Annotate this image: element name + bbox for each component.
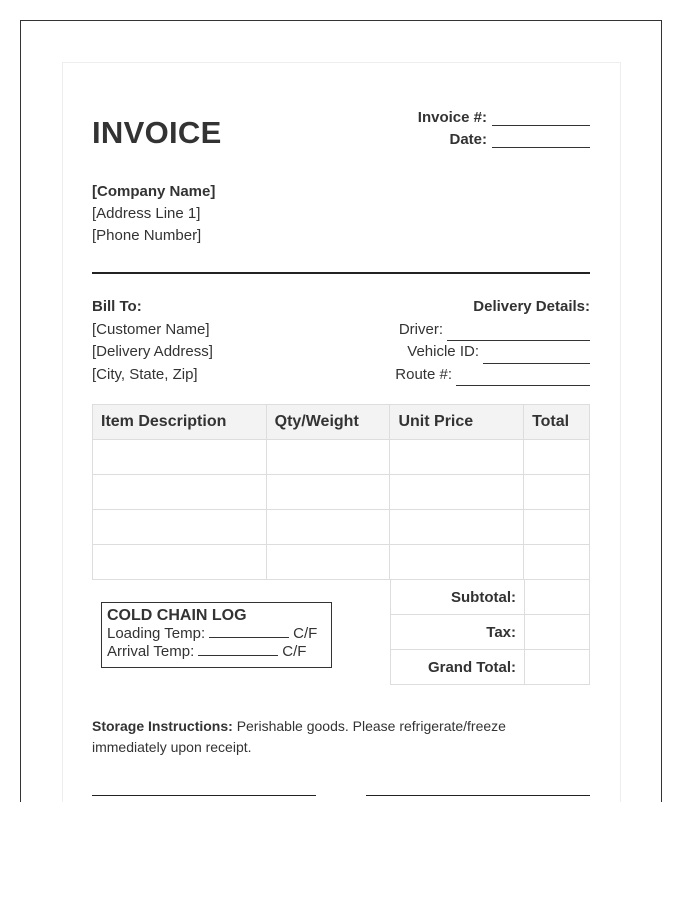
vehicle-id-field[interactable] (483, 349, 590, 364)
vehicle-label: Vehicle ID: (407, 343, 479, 360)
city-state-zip: [City, State, Zip] (92, 365, 198, 383)
company-phone: [Phone Number] (92, 227, 202, 244)
arrival-temp-label: Arrival Temp: (107, 643, 195, 660)
table-row (93, 475, 590, 510)
table-cell[interactable] (390, 510, 524, 545)
loading-temp-row (107, 625, 326, 643)
route-row (395, 364, 590, 387)
table-row (93, 545, 590, 580)
invoice-number-field[interactable] (492, 112, 590, 126)
signature-line-left[interactable] (92, 795, 316, 796)
header-item-description: Item Description (93, 405, 267, 440)
storage-text: Perishable goods. Please refrigerate/freeze immediately upon receipt. (92, 718, 506, 755)
company-address: [Address Line 1] (92, 205, 201, 222)
tax-row (391, 615, 590, 650)
table-cell[interactable] (390, 545, 524, 580)
table-cell[interactable] (390, 440, 524, 475)
table-cell[interactable] (524, 475, 590, 510)
table-cell[interactable] (93, 510, 267, 545)
table-row (93, 440, 590, 475)
company-name: [Company Name] (92, 183, 216, 200)
customer-name: [Customer Name] (92, 320, 210, 338)
totals-table (390, 579, 590, 685)
storage-label: Storage Instructions: (92, 718, 233, 734)
cold-chain-log (101, 602, 332, 668)
invoice-number-label: Invoice #: (417, 109, 487, 126)
invoice-number-row (418, 109, 590, 126)
delivery-details-heading: Delivery Details: (473, 298, 590, 315)
table-cell[interactable] (266, 510, 390, 545)
storage-instructions (92, 716, 552, 758)
table-row (93, 510, 590, 545)
subtotal-row (391, 580, 590, 615)
cold-chain-heading: COLD CHAIN LOG (107, 607, 247, 624)
header-total: Total (524, 405, 590, 440)
loading-temp-field[interactable] (209, 625, 289, 638)
tax-value[interactable] (525, 615, 590, 650)
arrival-temp-unit: C/F (282, 643, 307, 660)
invoice-title: INVOICE (92, 115, 222, 150)
table-cell[interactable] (390, 475, 524, 510)
route-field[interactable] (456, 371, 590, 386)
table-cell[interactable] (93, 545, 267, 580)
arrival-temp-row (107, 643, 326, 661)
subtotal-label: Subtotal: (391, 580, 525, 615)
header-qty-weight: Qty/Weight (266, 405, 390, 440)
subtotal-value[interactable] (525, 580, 590, 615)
section-divider (92, 272, 590, 274)
route-label: Route #: (395, 365, 452, 383)
driver-row (395, 319, 590, 342)
table-cell[interactable] (266, 545, 390, 580)
date-field[interactable] (492, 134, 590, 148)
table-cell[interactable] (266, 440, 390, 475)
table-cell[interactable] (524, 545, 590, 580)
table-cell[interactable] (524, 440, 590, 475)
driver-field[interactable] (447, 326, 590, 341)
grand-total-value[interactable] (525, 650, 590, 685)
driver-label: Driver: (398, 320, 443, 338)
items-header-row (93, 405, 590, 440)
date-row (449, 131, 590, 148)
tax-label: Tax: (391, 615, 525, 650)
grand-total-label: Grand Total: (391, 650, 525, 685)
header-unit-price: Unit Price (390, 405, 524, 440)
delivery-details-block (395, 296, 590, 386)
table-cell[interactable] (266, 475, 390, 510)
table-cell[interactable] (93, 440, 267, 475)
items-table (92, 404, 590, 580)
date-label: Date: (449, 131, 487, 148)
signature-line-right[interactable] (366, 795, 590, 796)
delivery-address: [Delivery Address] (92, 343, 213, 360)
loading-temp-label: Loading Temp: (107, 625, 206, 642)
loading-temp-unit: C/F (293, 625, 318, 642)
table-cell[interactable] (524, 510, 590, 545)
arrival-temp-field[interactable] (198, 643, 278, 656)
bill-to-block (92, 296, 213, 386)
table-cell[interactable] (93, 475, 267, 510)
grand-total-row (391, 650, 590, 685)
company-block (92, 181, 215, 247)
vehicle-row (395, 341, 590, 364)
bill-to-heading: Bill To: (92, 298, 142, 315)
